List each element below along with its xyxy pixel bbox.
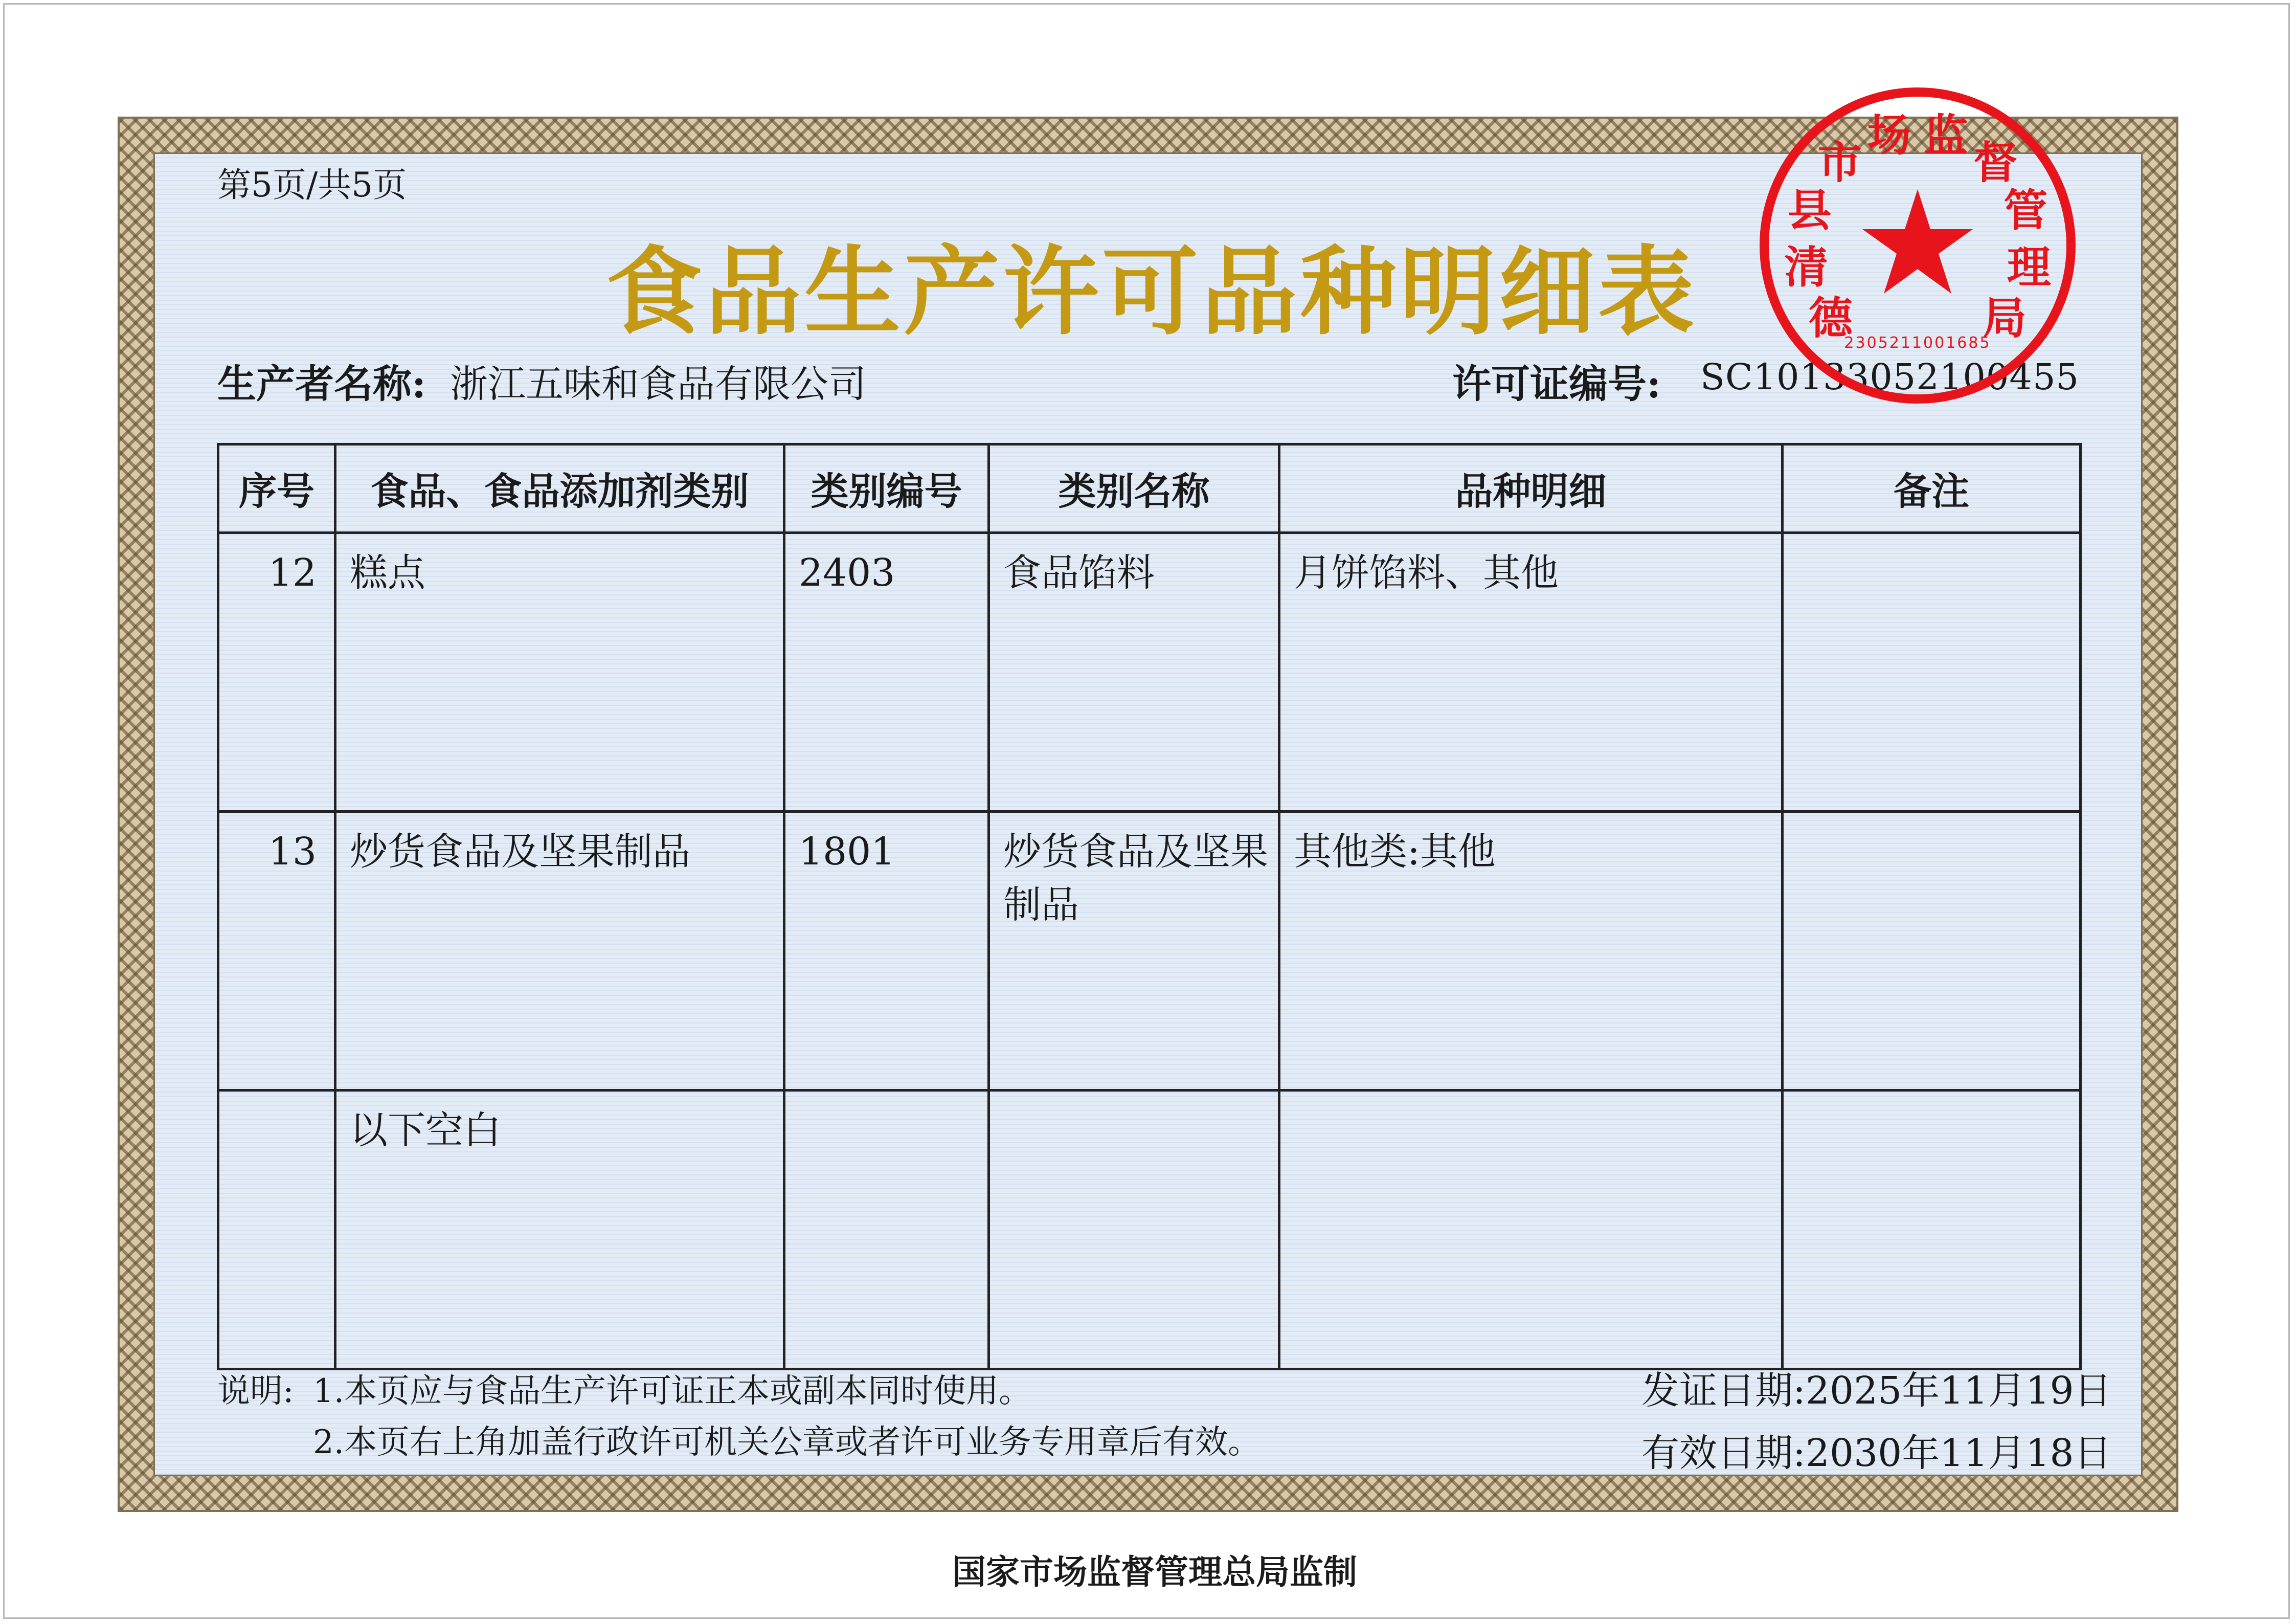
cell-category-code — [784, 1091, 989, 1369]
seal-star-icon — [1862, 189, 1973, 294]
producer-name: 浙江五味和食品有限公司 — [450, 362, 866, 406]
note-item: 2.本页右上角加盖行政许可机关公章或者许可业务专用章后有效。 — [313, 1423, 1261, 1461]
cell-remarks — [1783, 533, 2081, 812]
license-number-label: 许可证编号: — [1452, 361, 1661, 407]
cell-category: 炒货食品及坚果制品 — [335, 812, 784, 1091]
cell-serial-number: 12 — [218, 533, 335, 812]
document-title: 食品生产许可品种明细表 — [606, 235, 1697, 348]
header-remarks: 备注 — [1783, 444, 2081, 533]
notes-label: 说明: — [217, 1372, 294, 1410]
variety-table — [217, 443, 2082, 1370]
producer-label: 生产者名称: — [217, 361, 426, 407]
cell-serial-number — [218, 1091, 335, 1369]
note-item: 1.本页应与食品生产许可证正本或副本同时使用。 — [313, 1372, 1032, 1410]
cell-variety-details — [1279, 1091, 1783, 1369]
cell-variety-details: 月饼馅料、其他 — [1279, 533, 1783, 812]
header-category-code: 类别编号 — [784, 444, 989, 533]
cell-category-name: 炒货食品及坚果制品 — [989, 812, 1279, 1091]
cell-remarks — [1783, 1091, 2081, 1369]
license-number: SC10133052100455 — [1700, 356, 2080, 398]
cell-category: 以下空白 — [335, 1091, 784, 1369]
cell-category-code: 1801 — [784, 812, 989, 1091]
cell-category-name — [989, 1091, 1279, 1369]
cell-serial-number: 13 — [218, 812, 335, 1091]
header-category: 食品、食品添加剂类别 — [335, 444, 784, 533]
header-variety-details: 品种明细 — [1279, 444, 1783, 533]
seal-organization-text: 德清县市场 监督管理局 — [1784, 110, 2051, 344]
cell-category-code: 2403 — [784, 533, 989, 812]
seal-number: 2305211001685 — [1844, 334, 1991, 352]
table-row — [218, 533, 2081, 812]
valid-until-date: 有效日期:2030年11月18日 — [1641, 1431, 2112, 1475]
cell-variety-details: 其他类:其他 — [1279, 812, 1783, 1091]
official-seal-stamp — [1754, 82, 2081, 409]
table-row — [218, 812, 2081, 1091]
cell-remarks — [1783, 812, 2081, 1091]
page-indicator: 第5页/共5页 — [217, 165, 407, 205]
header-serial-number: 序号 — [218, 444, 335, 533]
header-category-name: 类别名称 — [989, 444, 1279, 533]
issue-date: 发证日期:2025年11月19日 — [1641, 1369, 2112, 1413]
table-row — [218, 1091, 2081, 1369]
cell-category-name: 食品馅料 — [989, 533, 1279, 812]
cell-category: 糕点 — [335, 533, 784, 812]
table-header-row — [218, 444, 2081, 533]
supervision-footer: 国家市场监督管理总局监制 — [952, 1552, 1357, 1592]
